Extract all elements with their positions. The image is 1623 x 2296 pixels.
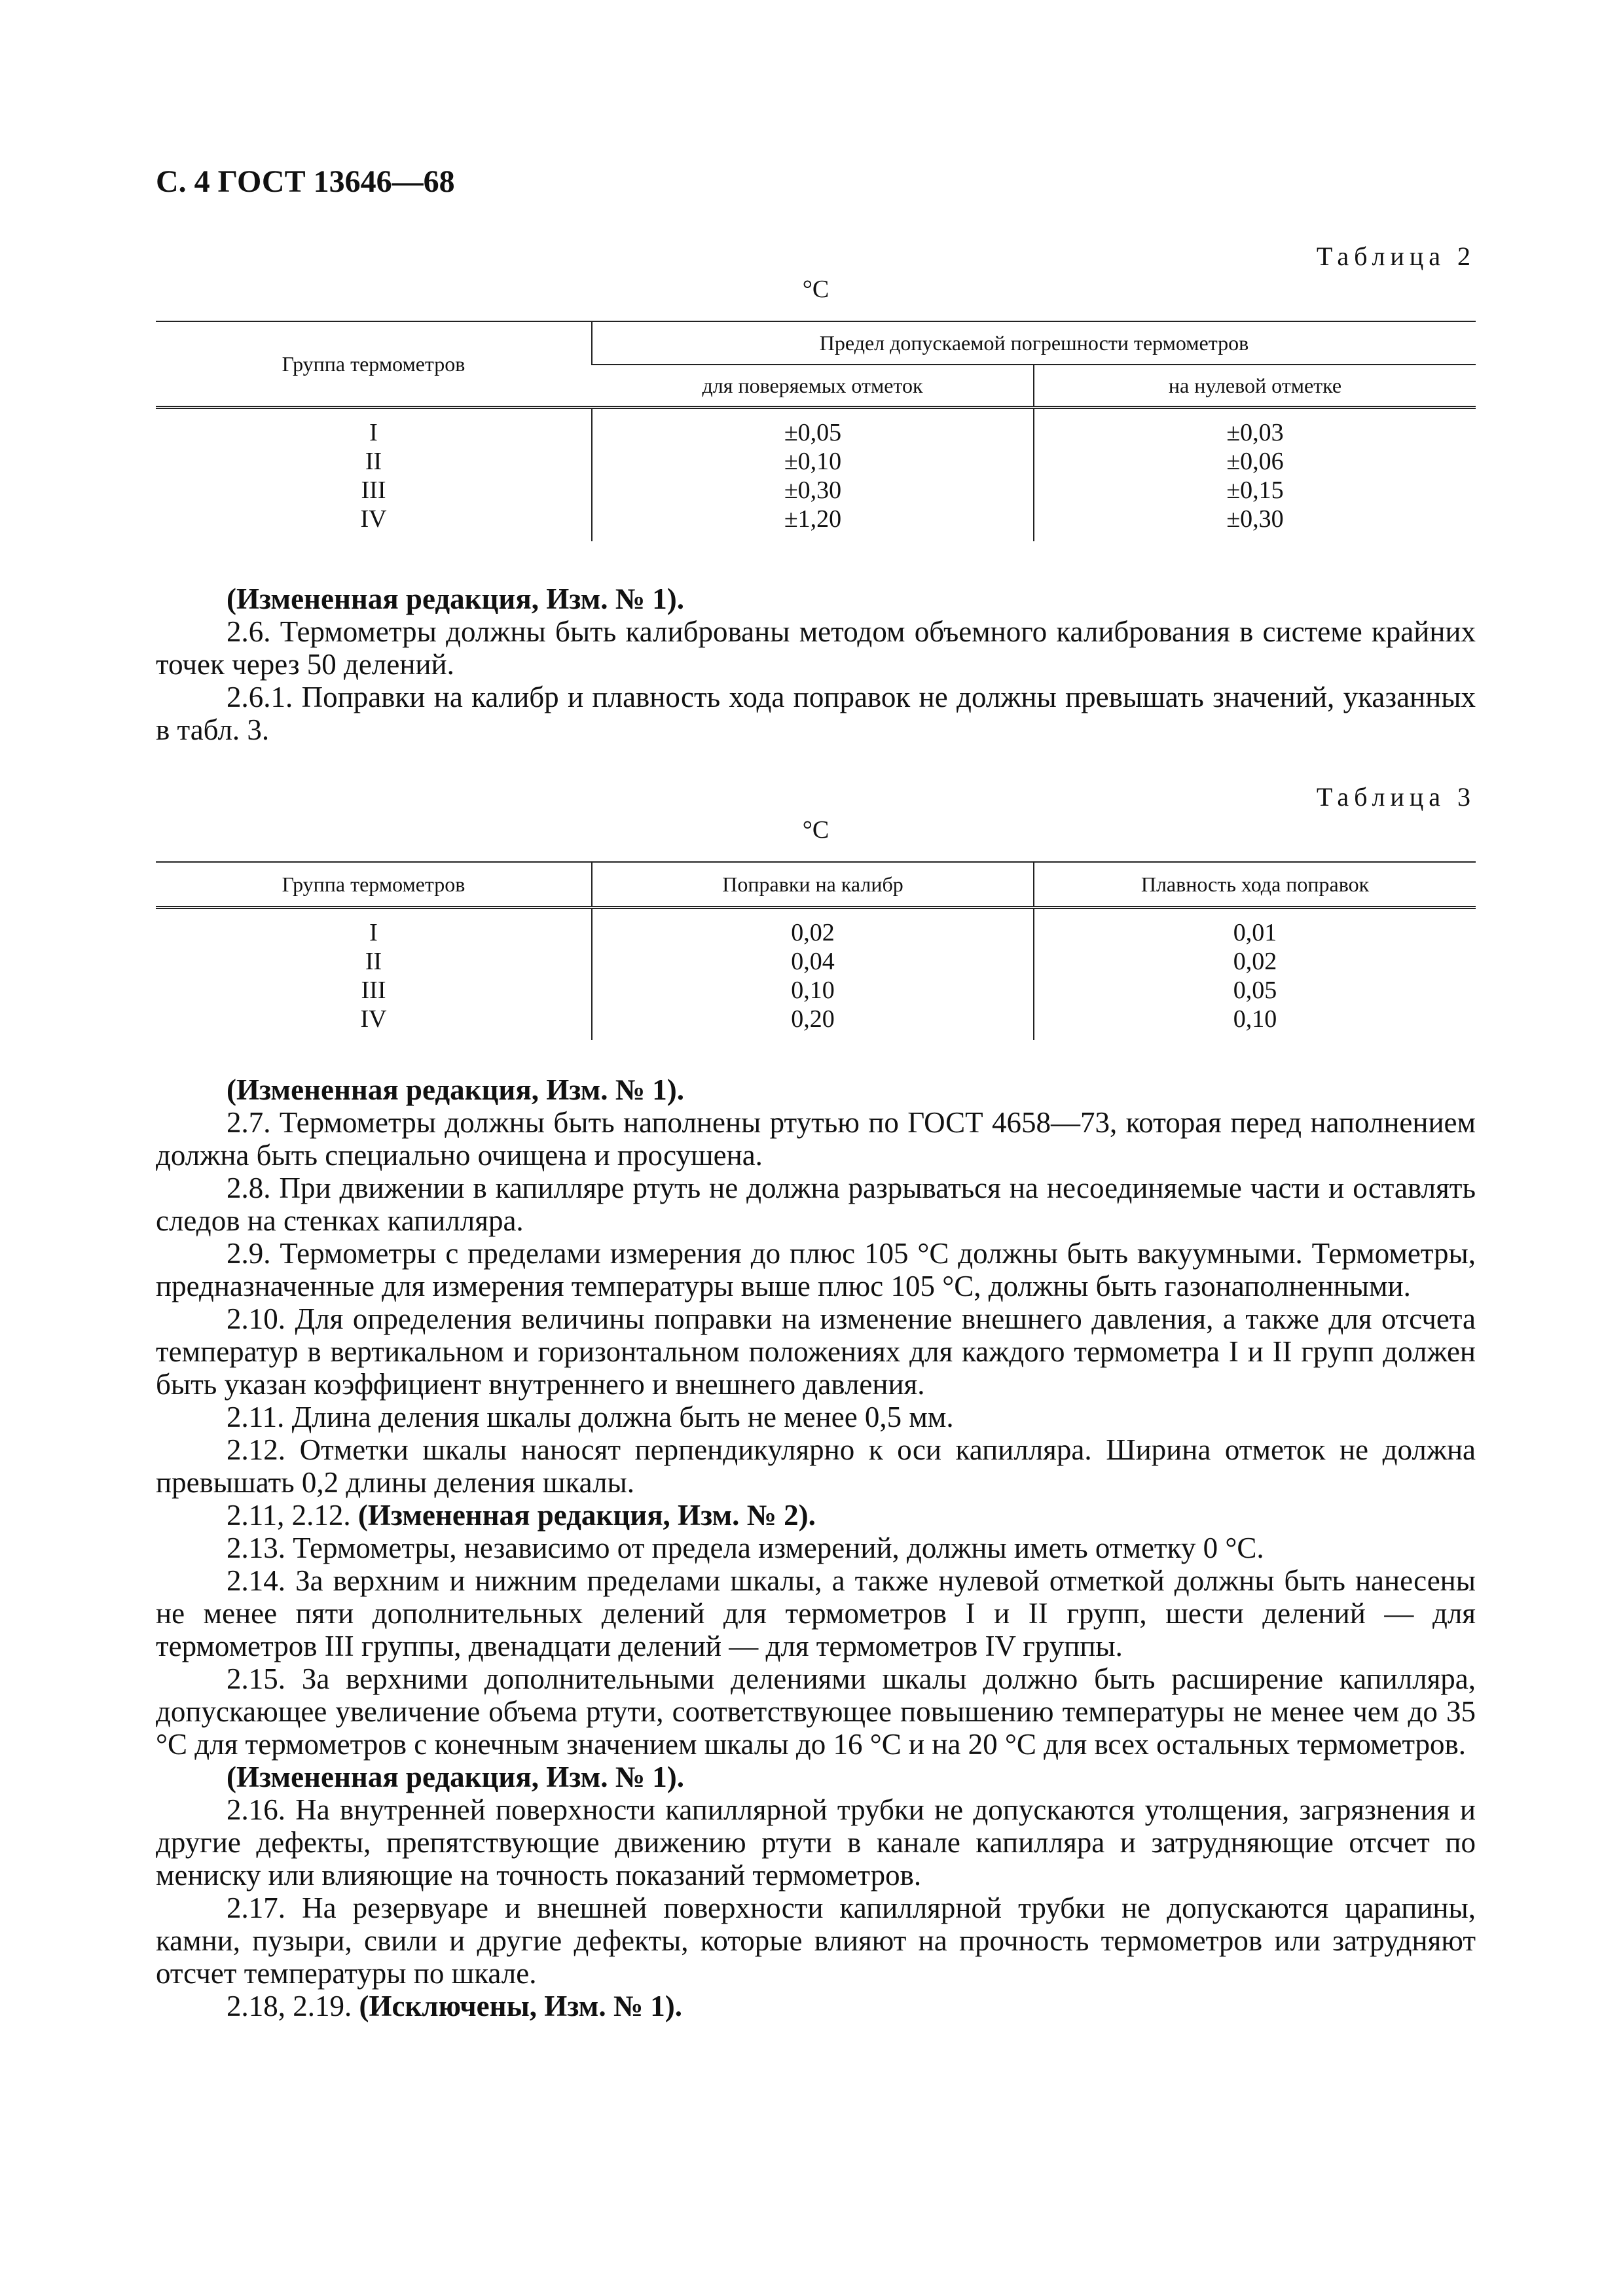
table3-header-smooth: Плавность хода поправок	[1034, 862, 1476, 908]
table2-marks-cell: ±0,10	[592, 447, 1034, 476]
table2-header-zero: на нулевой отметке	[1034, 365, 1476, 408]
table3-header-group: Группа термометров	[156, 862, 592, 908]
table3-unit: °С	[802, 816, 830, 844]
table3-group-cell: II	[365, 948, 382, 975]
table2-header-group: Группа термометров	[156, 321, 592, 408]
table2-marks-cell: ±0,05	[592, 408, 1034, 448]
clause-2-13: 2.13. Термометры, независимо от предела измерений, должны иметь отметку 0 °С.	[227, 1532, 1264, 1564]
clause-number: 2.11, 2.12.	[227, 1499, 351, 1532]
table3-calib-cell: 0,04	[592, 947, 1034, 976]
clause-2-8: 2.8. При движении в капилляре ртуть не должна разрываться на несоединяемые части и оставлять следов на стенках капилляра.	[156, 1172, 1476, 1237]
table2-zero-cell: ±0,06	[1034, 447, 1476, 476]
clause-2-17: 2.17. На резервуаре и внешней поверхности капиллярной трубки не допускаются царапины, камни, пузыри, свили и другие дефекты, которые влияют на прочность термометров или затрудняют отсчет температуры по шкале.	[156, 1892, 1476, 1990]
table2-zero-cell: ±0,15	[1034, 476, 1476, 505]
clause-2-14: 2.14. За верхним и нижним пределами шкалы, а также нулевой отметкой должны быть нанесены не менее пяти дополнительных делений для термометров I и II групп, шести делений — для термометров III группы, двенадцати делений — для термометров IV группы.	[156, 1564, 1476, 1662]
text-block-2	[156, 1073, 1476, 2022]
clause-2-6-1: 2.6.1. Поправки на калибр и плавность хода поправок не должны превышать значений, указанных в табл. 3.	[156, 681, 1476, 746]
table-row	[156, 505, 1476, 541]
table2-zero-cell: ±0,03	[1034, 408, 1476, 448]
text-block-1	[156, 583, 1476, 746]
table3-header-calib: Поправки на калибр	[592, 862, 1034, 908]
clause-number: 2.18, 2.19.	[227, 1990, 352, 2022]
table-row	[156, 947, 1476, 976]
table3-smooth-cell: 0,02	[1034, 947, 1476, 976]
table3-calib-cell: 0,02	[592, 908, 1034, 948]
table-3	[156, 861, 1476, 1040]
table3-calib-cell: 0,20	[592, 1005, 1034, 1040]
table2-caption: Таблица 2	[1316, 242, 1476, 271]
clause-2-15: 2.15. За верхними дополнительными делениями шкалы должно быть расширение капилляра, допускающее увеличение объема ртути, соответствующее повышению температуры не менее чем до 35 °С для термометров с конечным значением шкалы до 16 °С и на 20 °С для всех остальных термометров.	[156, 1662, 1476, 1761]
table3-smooth-cell: 0,10	[1034, 1005, 1476, 1040]
table2-group-cell: II	[365, 448, 382, 475]
page-header: С. 4 ГОСТ 13646—68	[156, 164, 455, 199]
table3-caption: Таблица 3	[1316, 782, 1476, 812]
amendment-note: (Измененная редакция, Изм. № 1).	[227, 1761, 685, 1793]
table-row	[156, 1005, 1476, 1040]
clause-2-18-2-19-note	[156, 1990, 1476, 2022]
amendment-note: (Исключены, Изм. № 1).	[359, 1990, 683, 2022]
table-2	[156, 321, 1476, 541]
table-row	[156, 976, 1476, 1005]
clause-2-11: 2.11. Длина деления шкалы должна быть не менее 0,5 мм.	[227, 1401, 954, 1433]
table3-smooth-cell: 0,01	[1034, 908, 1476, 948]
clause-2-9: 2.9. Термометры с пределами измерения до плюс 105 °С должны быть вакуумными. Термометры, предназначенные для измерения температуры выше плюс 105 °С, должны быть газонаполненными.	[156, 1237, 1476, 1302]
clause-2-11-2-12-note	[156, 1499, 1476, 1532]
table2-unit: °С	[802, 276, 830, 303]
table2-marks-cell: ±0,30	[592, 476, 1034, 505]
clause-2-10: 2.10. Для определения величины поправки на изменение внешнего давления, а также для отсчета температур в вертикальном и горизонтальном положениях для каждого термометра I и II групп должен быть указан коэффициент внутреннего и внешнего давления.	[156, 1302, 1476, 1401]
clause-2-6: 2.6. Термометры должны быть калиброваны методом объемного калибрования в системе крайних точек через 50 делений.	[156, 615, 1476, 681]
table2-group-cell: I	[369, 419, 378, 446]
table-row	[156, 476, 1476, 505]
amendment-note: (Измененная редакция, Изм. № 1).	[227, 1073, 685, 1106]
table3-calib-cell: 0,10	[592, 976, 1034, 1005]
amendment-note: (Измененная редакция, Изм. № 1).	[227, 583, 685, 615]
table-row	[156, 908, 1476, 948]
clause-2-12: 2.12. Отметки шкалы наносят перпендикулярно к оси капилляра. Ширина отметок не должна превышать 0,2 длины деления шкалы.	[156, 1433, 1476, 1499]
table-row	[156, 408, 1476, 448]
table2-zero-cell: ±0,30	[1034, 505, 1476, 541]
amendment-note: (Измененная редакция, Изм. № 2).	[357, 1499, 816, 1532]
table-row	[156, 447, 1476, 476]
clause-2-7: 2.7. Термометры должны быть наполнены ртутью по ГОСТ 4658—73, которая перед наполнением должна быть специально очищена и просушена.	[156, 1106, 1476, 1172]
clause-2-16: 2.16. На внутренней поверхности капиллярной трубки не допускаются утолщения, загрязнения и другие дефекты, препятствующие движению ртути в канале капилляра и затрудняющие отсчет по мениску или влияющие на точность показаний термометров.	[156, 1793, 1476, 1892]
table3-group-cell: III	[361, 977, 386, 1004]
table3-smooth-cell: 0,05	[1034, 976, 1476, 1005]
table3-group-cell: I	[369, 919, 378, 946]
table2-group-cell: IV	[360, 505, 387, 533]
table2-header-marks: для поверяемых отметок	[592, 365, 1034, 408]
table3-group-cell: IV	[360, 1005, 387, 1033]
table2-header-limit: Предел допускаемой погрешности термометров	[592, 321, 1476, 365]
table2-group-cell: III	[361, 476, 386, 504]
table2-marks-cell: ±1,20	[592, 505, 1034, 541]
